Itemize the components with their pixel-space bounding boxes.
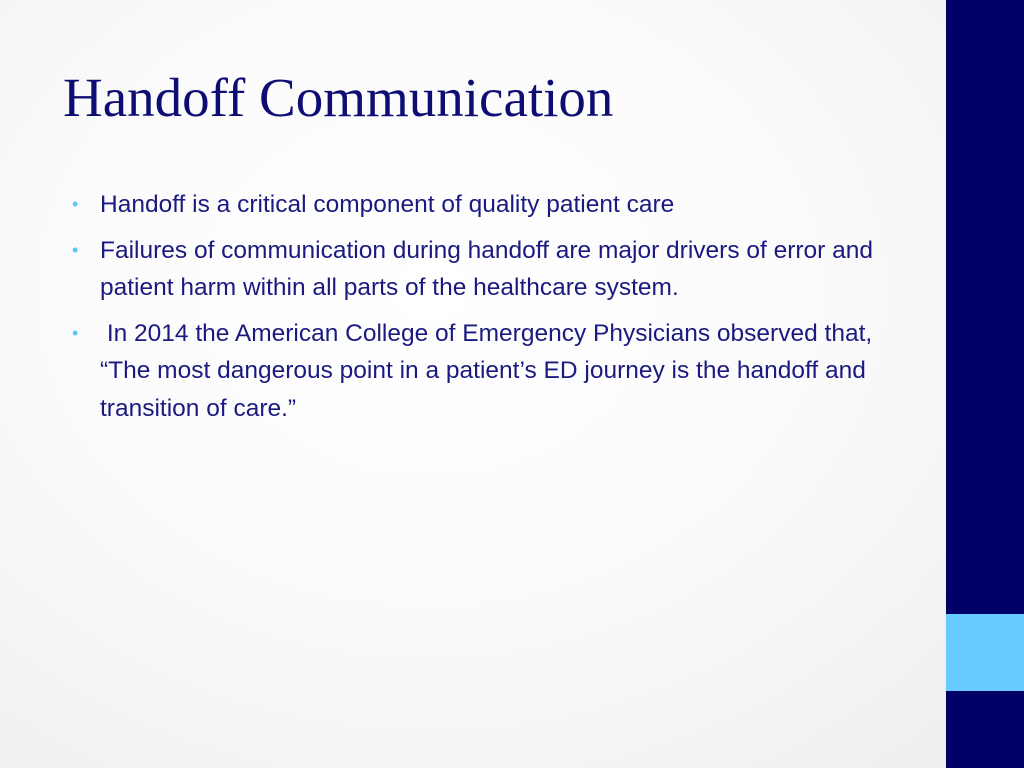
bullet-dot-icon: •: [72, 239, 79, 260]
bullet-list: [72, 186, 902, 435]
bullet-text: Failures of communication during handoff are major drivers of error and patient harm within all parts of the healthcare system.: [100, 236, 874, 301]
side-accent-block: [946, 614, 1024, 691]
bullet-dot-icon: •: [72, 322, 79, 343]
bullet-text: In 2014 the American College of Emergency Physicians observed that, “The most dangerous point in a patient’s ED journey is the handoff and transition of care.”: [100, 319, 879, 422]
bullet-item: [72, 315, 902, 428]
bullet-text: Handoff is a critical component of quality patient care: [100, 191, 675, 218]
slide-title: Handoff Communication: [63, 67, 614, 128]
bullet-item: [72, 186, 902, 224]
bullet-item: [72, 232, 902, 307]
bullet-dot-icon: •: [72, 194, 79, 214]
